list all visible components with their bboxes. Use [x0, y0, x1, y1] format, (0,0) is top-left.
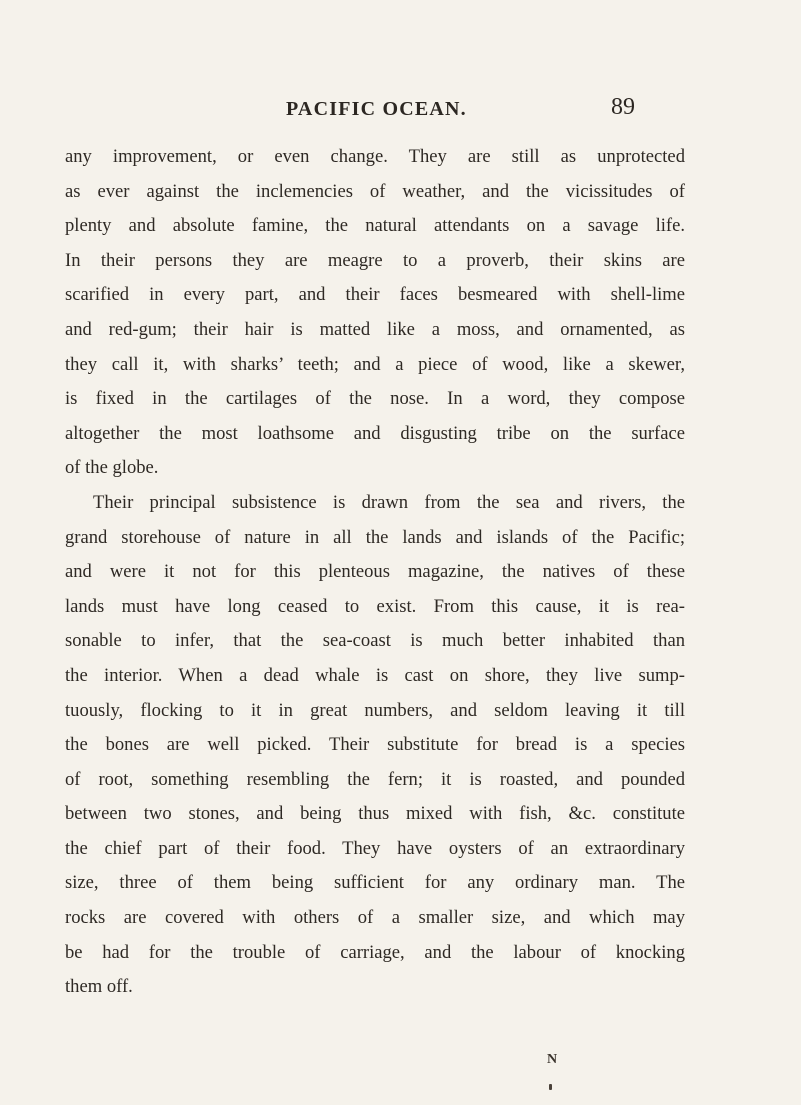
running-title: PACIFIC OCEAN.	[286, 98, 467, 120]
text-line: and were it not for this plenteous magazine, the natives of these	[65, 561, 685, 583]
text-line: the bones are well picked. Their substitute for bread is a species	[65, 734, 685, 756]
text-line: the interior. When a dead whale is cast on shore, they live sump-	[65, 664, 685, 686]
text-line: is fixed in the cartilages of the nose. In a word, they compose	[65, 388, 685, 410]
text-line: the chief part of their food. They have oysters of an extraordinary	[65, 837, 685, 859]
text-line: any improvement, or even change. They are still as unprotected	[65, 146, 685, 167]
text-line: they call it, with sharks’ teeth; and a piece of wood, like a skewer,	[65, 353, 685, 375]
text-line: be had for the trouble of carriage, and the labour of knocking	[65, 941, 685, 963]
text-line: between two stones, and being thus mixed with fish, &c. constitute	[65, 803, 685, 825]
paragraph-end-line: them off.	[65, 976, 133, 998]
body-text	[65, 140, 685, 1005]
text-line: tuously, flocking to it in great numbers, and seldom leaving it till	[65, 699, 685, 721]
text-line: as ever against the inclemencies of weather, and the vicissitudes of	[65, 180, 685, 202]
text-line: lands must have long ceased to exist. From this cause, it is rea-	[65, 595, 685, 617]
text-line: rocks are covered with others of a smaller size, and which may	[65, 907, 685, 929]
text-line: In their persons they are meagre to a proverb, their skins are	[65, 249, 685, 271]
ink-speck	[549, 1084, 552, 1090]
text-line: plenty and absolute famine, the natural attendants on a savage life.	[65, 215, 685, 237]
paragraph-end-line: of the globe.	[65, 457, 159, 479]
text-line: size, three of them being sufficient for any ordinary man. The	[65, 872, 685, 894]
text-line: sonable to infer, that the sea-coast is much better inhabited than	[65, 630, 685, 652]
text-line: of root, something resembling the fern; it is roasted, and pounded	[65, 768, 685, 790]
text-line: scarified in every part, and their faces besmeared with shell-lime	[65, 284, 685, 306]
page-number: 89	[611, 94, 635, 120]
text-line: grand storehouse of nature in all the lands and islands of the Pacific;	[65, 526, 685, 548]
paragraph-first-line: Their principal subsistence is drawn from the sea and rivers, the	[93, 491, 685, 513]
signature-mark: N	[547, 1052, 558, 1067]
text-line: and red-gum; their hair is matted like a moss, and ornamented, as	[65, 318, 685, 340]
running-head	[0, 94, 801, 128]
text-line: altogether the most loathsome and disgusting tribe on the surface	[65, 422, 685, 444]
